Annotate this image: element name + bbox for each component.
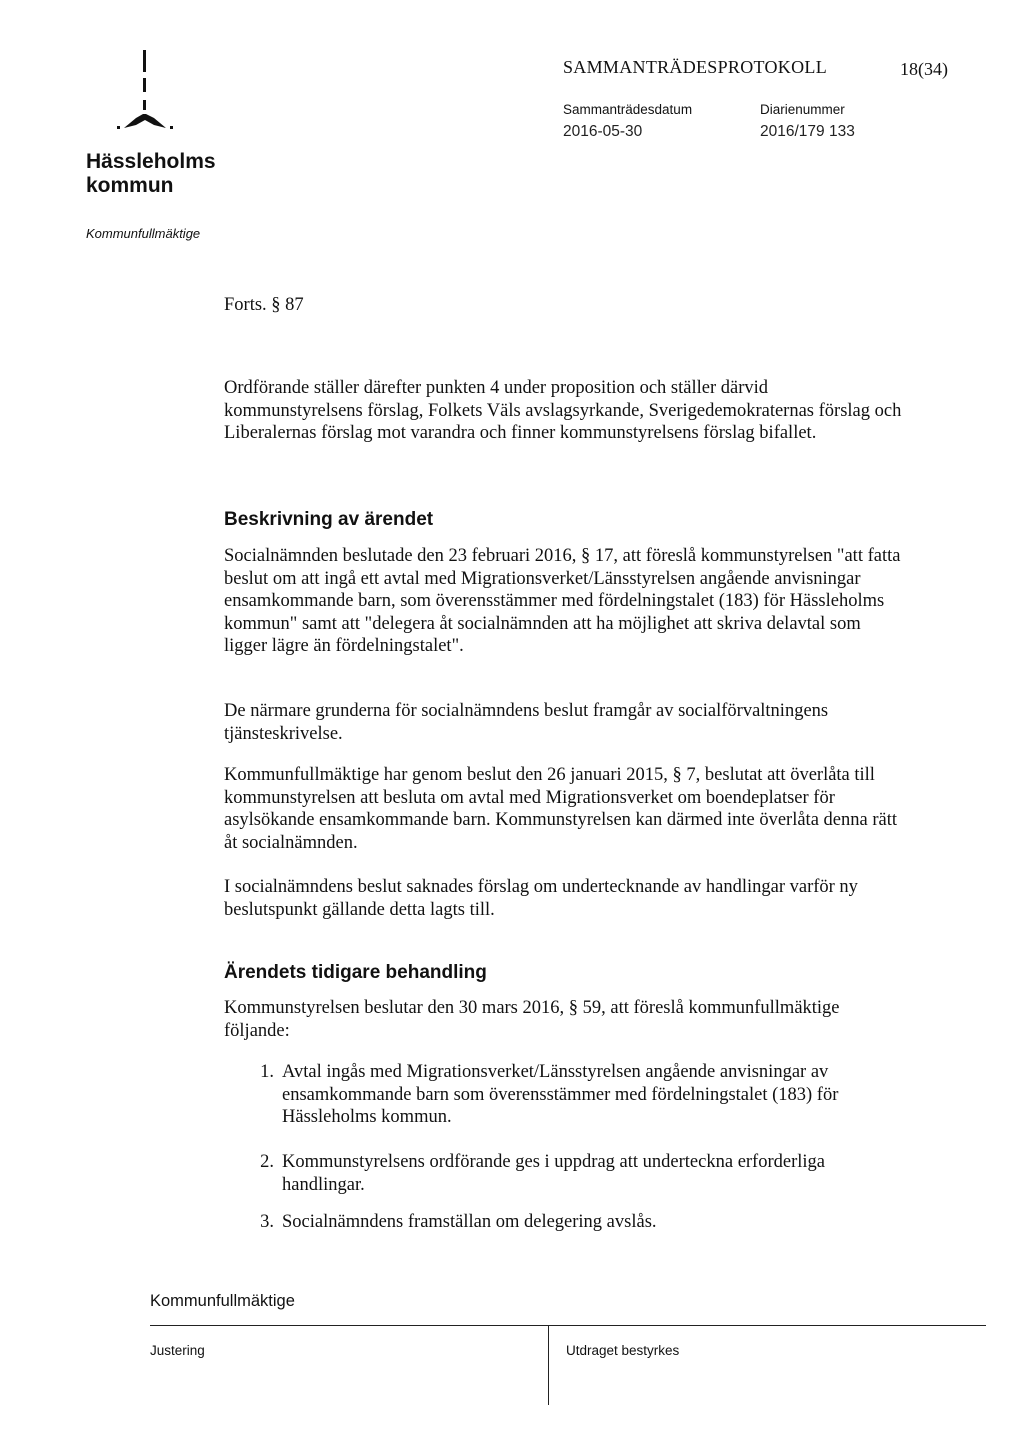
section-heading-history: Ärendets tidigare behandling bbox=[224, 962, 487, 983]
org-name bbox=[86, 150, 216, 198]
description-paragraph-2: De närmare grunderna för socialnämndens beslut framgår av socialförvaltningens tjänsteskrivelse. bbox=[224, 701, 829, 744]
decision-list bbox=[224, 1061, 904, 1129]
footer-divider bbox=[150, 1325, 986, 1326]
footer-column-divider bbox=[548, 1325, 549, 1405]
municipality-logo-icon bbox=[110, 42, 180, 142]
list-item-number: 1. bbox=[260, 1062, 274, 1082]
description-paragraph-4: I socialnämndens beslut saknades förslag om undertecknande av handlingar varför ny beslutspunkt gällande detta lagts till. bbox=[224, 877, 858, 920]
list-item-text: Avtal ingås med Migrationsverket/Länsstyrelsen angående anvisningar av ensamkommande barn som överensstämmer med fördelningstalet (183) för Hässleholms kommun. bbox=[282, 1062, 839, 1127]
justering-label: Justering bbox=[150, 1343, 205, 1358]
meeting-date-label: Sammanträdesdatum bbox=[563, 102, 693, 117]
list-item-text: Socialnämndens framställan om delegering avslås. bbox=[282, 1212, 657, 1232]
org-name-line1: Hässleholms bbox=[86, 150, 216, 173]
intro-paragraph: Ordförande ställer därefter punkten 4 under proposition och ställer därvid kommunstyrelsens förslag, Folkets Väls avslagsyrkande, Sverigedemokraternas förslag och Liberalernas förslag mot varandra och finner kommunstyrelsens förslag bifallet. bbox=[224, 378, 902, 443]
list-item bbox=[224, 1211, 904, 1234]
section-heading-description: Beskrivning av ärendet bbox=[224, 509, 434, 530]
list-item-number: 2. bbox=[260, 1152, 274, 1172]
diary-number-value: 2016/179 133 bbox=[760, 123, 855, 140]
footer-title: Kommunfullmäktige bbox=[150, 1292, 295, 1310]
history-paragraph: Kommunstyrelsen beslutar den 30 mars 2016, § 59, att föreslå kommunfullmäktige följande: bbox=[224, 998, 840, 1041]
decision-list-2 bbox=[224, 1151, 904, 1196]
diary-number-label: Diarienummer bbox=[760, 102, 845, 117]
org-name-line2: kommun bbox=[86, 174, 174, 197]
description-paragraph-3: Kommunfullmäktige har genom beslut den 26 januari 2015, § 7, beslutat att överlåta till kommunstyrelsen att besluta om avtal med Migrationsverket om boendeplatser för asylsökande ensamkommande barn. Kommunstyrelsen kan därmed inte överlåta denna rätt åt socialnämnden. bbox=[224, 765, 897, 853]
list-item bbox=[224, 1151, 904, 1196]
description-paragraph-1: Socialnämnden beslutade den 23 februari 2016, § 17, att föreslå kommunstyrelsen "att fatta beslut om att ingå ett avtal med Migrationsverket/Länsstyrelsen angående anvisningar ensamkommande barn, som överensstämmer med fördelningstalet (183) för Hässleholms kommun" samt att "delegera åt socialnämnden att ha möjlighet att skriva delavtal som ligger lägre än fördelningstalet". bbox=[224, 546, 901, 656]
continuation-reference: Forts. § 87 bbox=[224, 295, 304, 315]
decision-list-3 bbox=[224, 1211, 904, 1234]
utdraget-label: Utdraget bestyrkes bbox=[566, 1343, 680, 1358]
decision-body-label: Kommunfullmäktige bbox=[86, 226, 201, 241]
list-item-text: Kommunstyrelsens ordförande ges i uppdrag att underteckna erforderliga handlingar. bbox=[282, 1152, 825, 1195]
list-item-number: 3. bbox=[260, 1212, 274, 1232]
page-number: 18(34) bbox=[900, 59, 948, 79]
meeting-date-value: 2016-05-30 bbox=[563, 123, 643, 140]
document-type: SAMMANTRÄDESPROTOKOLL bbox=[563, 57, 827, 77]
list-item bbox=[224, 1061, 904, 1129]
